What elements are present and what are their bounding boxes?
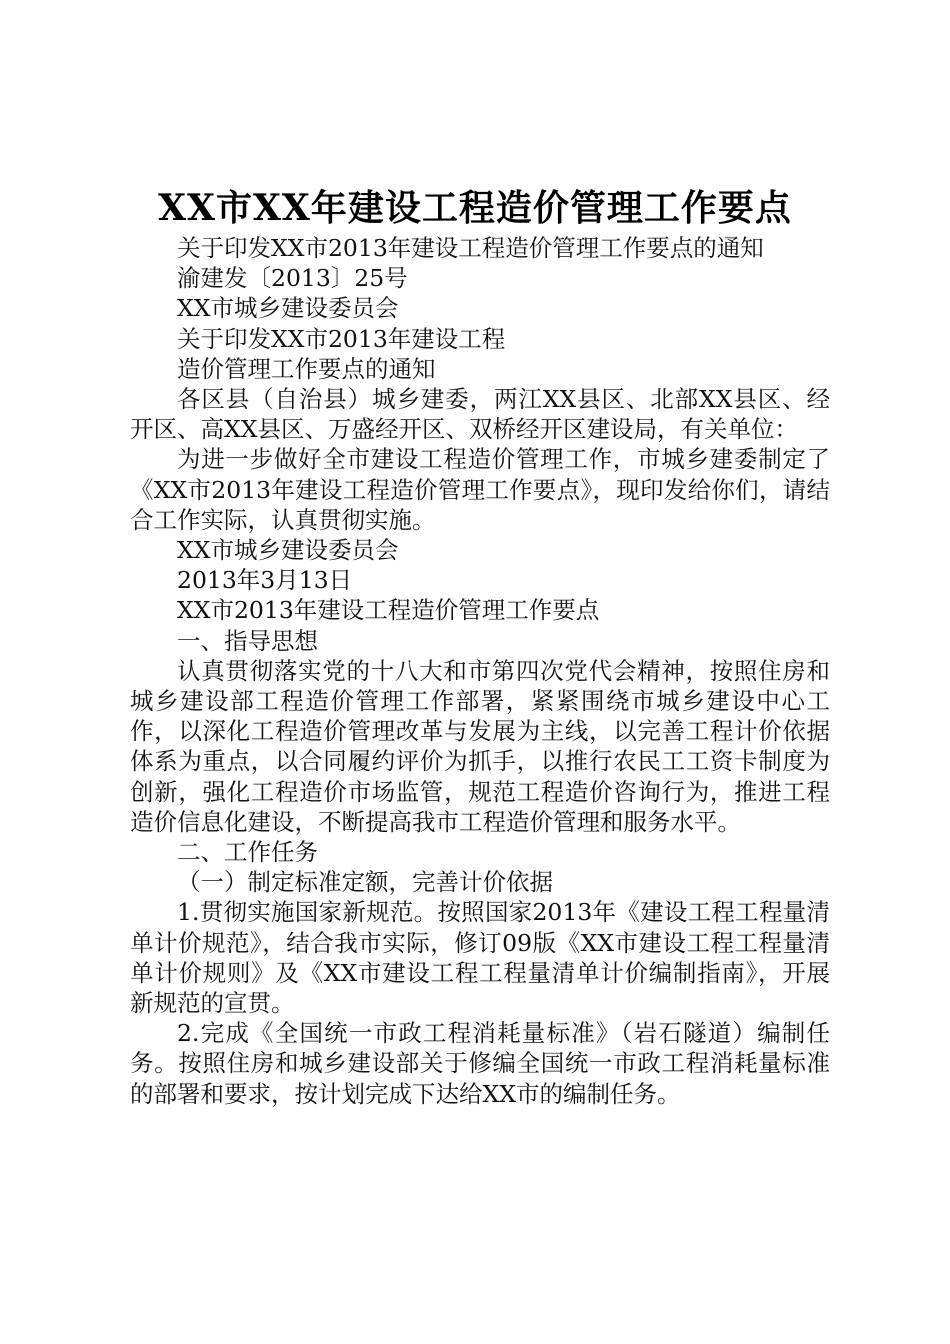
notice-heading: 关于印发XX市2013年建设工程造价管理工作要点的通知 [177,234,764,262]
document-body [130,233,830,1109]
attachment-title: XX市2013年建设工程造价管理工作要点 [177,596,600,625]
task-item-1: 1.贯彻实施国家新规范。按照国家2013年《建设工程工程量清单计价规范》，结合我市实际，修订09版《XX市建设工程工程量清单计价规则》及《XX市建设工程工程量清单计价编制指南》，开展新规范的宣贯。 [130,898,830,1018]
issuer-name: XX市城乡建设委员会 [177,294,399,323]
task-item-2: 2.完成《全国统一市政工程消耗量标准》（岩石隧道）编制任务。按照住房和城乡建设部关于修编全国统一市政工程消耗量标准的部署和要求，按计划完成下达给XX市的编制任务。 [130,1019,830,1108]
signature-date: 2013年3月13日 [177,566,353,595]
signature-issuer: XX市城乡建设委员会 [177,536,399,565]
document-title: XX市XX年建设工程造价管理工作要点 [158,187,792,229]
document-number: 渝建发〔2013〕25号 [177,264,408,293]
notice-title-line-2: 造价管理工作要点的通知 [177,354,436,383]
addressee-paragraph: 各区县（自治县）城乡建委，两江XX县区、北部XX县区、经开区、高XX县区、万盛经开区、双桥经开区建设局，有关单位： [130,385,830,444]
guiding-thought-paragraph: 认真贯彻落实党的十八大和市第四次党代会精神，按照住房和城乡建设部工程造价管理工作部署，紧紧围绕市城乡建设中心工作，以深化工程造价管理改革与发展为主线，以完善工程计价依据体系为重点，以合同履约评价为抓手，以推行农民工工资卡制度为创新，强化工程造价市场监管，规范工程造价咨询行为，推进工程造价信息化建设，不断提高我市工程造价管理和服务水平。 [130,656,830,836]
subsection-heading-standards: （一）制定标准定额，完善计价依据 [177,868,553,897]
section-heading-tasks: 二、工作任务 [177,838,318,867]
notice-body-paragraph: 为进一步做好全市建设工程造价管理工作，市城乡建委制定了《XX市2013年建设工程造价管理工作要点》，现印发给你们，请结合工作实际，认真贯彻实施。 [130,445,830,534]
notice-title-line-1: 关于印发XX市2013年建设工程 [177,324,506,353]
section-heading-guiding-thought: 一、指导思想 [177,626,318,655]
